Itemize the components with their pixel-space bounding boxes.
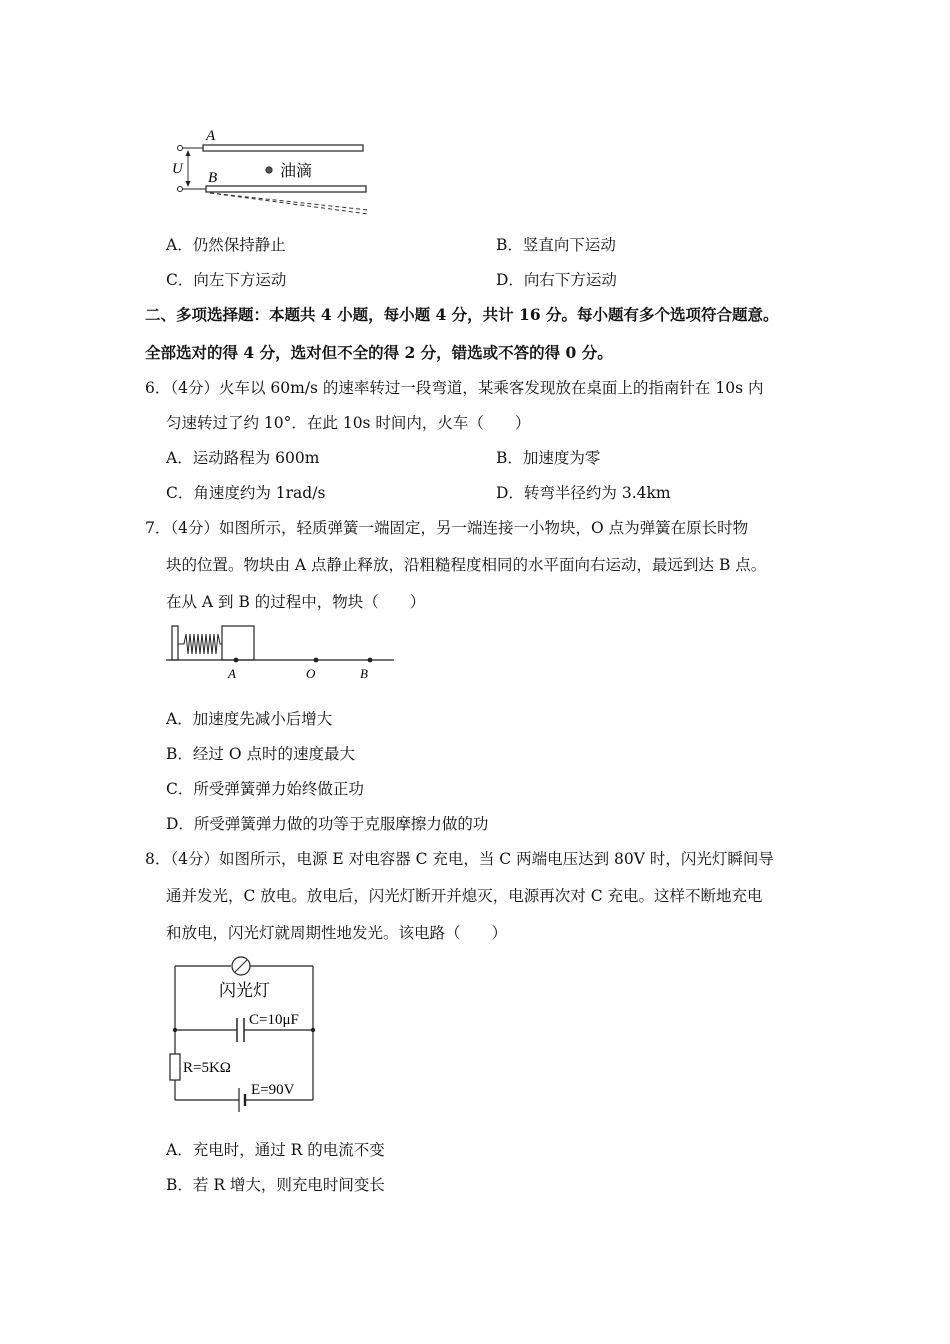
q8-option-a: A．充电时，通过 R 的电流不变: [166, 1141, 385, 1159]
q5-option-c: C．向左下方运动: [166, 271, 287, 289]
label-u: U: [172, 161, 183, 177]
q7-option-a: A．加速度先减小后增大: [166, 710, 333, 728]
capacitor-oil-drop-figure: [160, 120, 380, 220]
q8-stem-line1: 8．（4分）如图所示，电源 E 对电容器 C 充电，当 C 两端电压达到 80V 时，闪光灯瞬间导: [145, 850, 774, 868]
label-a: A: [228, 666, 236, 681]
q6-option-d: D．转弯半径约为 3.4km: [496, 484, 671, 502]
plate-a: [203, 145, 363, 151]
flash-lamp-circuit-figure: [165, 952, 325, 1118]
point-b: [368, 658, 373, 663]
q8-stem-line2: 通并发光，C 放电。放电后，闪光灯断开并熄灭，电源再次对 C 充电。这样不断地充电: [166, 887, 763, 905]
label-o: O: [306, 666, 316, 681]
q7-stem-line3: 在从 A 到 B 的过程中，物块（ ）: [166, 593, 426, 611]
terminal-bottom: [178, 187, 183, 192]
q8-option-b: B．若 R 增大，则充电时间变长: [166, 1176, 385, 1194]
q5-option-d: D．向右下方运动: [496, 271, 617, 289]
label-oil-drop: 油滴: [280, 161, 313, 180]
q6-option-b: B．加速度为零: [496, 449, 601, 467]
spring-block-figure: [160, 618, 400, 684]
q7-stem-line1: 7．（4分）如图所示，轻质弹簧一端固定，另一端连接一小物块，O 点为弹簧在原长时物: [145, 519, 749, 537]
tilted-plate-dashed: [210, 193, 368, 210]
plate-b: [206, 186, 366, 192]
q6-option-c: C．角速度约为 1rad/s: [166, 484, 326, 502]
terminal-top: [178, 146, 183, 151]
section2-heading-line2: 全部选对的得 4 分，选对但不全的得 2 分，错选或不答的得 0 分。: [145, 343, 613, 362]
q7-option-b: B．经过 O 点时的速度最大: [166, 745, 355, 763]
capacitor-label: C=10μF: [249, 1012, 299, 1028]
section2-heading-line1: 二、多项选择题：本题共 4 小题，每小题 4 分，共计 16 分。每小题有多个选项符合题意。: [145, 305, 779, 324]
q6-stem-line2: 匀速转过了约 10°．在此 10s 时间内，火车（ ）: [166, 414, 531, 432]
battery-label: E=90V: [251, 1082, 295, 1098]
resistor: [170, 1054, 180, 1080]
lamp-label: 闪光灯: [219, 981, 270, 1001]
label-b: B: [360, 666, 368, 681]
q6-stem-line1: 6．（4分）火车以 60m/s 的速率转过一段弯道，某乘客发现放在桌面上的指南针在 10s 内: [145, 379, 764, 397]
block: [222, 626, 254, 660]
q5-option-a: A．仍然保持静止: [166, 236, 286, 254]
resistor-label: R=5KΩ: [183, 1060, 231, 1076]
q8-stem-line3: 和放电，闪光灯就周期性地发光。该电路（ ）: [166, 924, 508, 942]
spring: [178, 634, 222, 654]
label-b: B: [208, 170, 218, 186]
q7-option-c: C．所受弹簧弹力始终做正功: [166, 780, 364, 798]
oil-drop-dot: [266, 167, 272, 173]
wall: [172, 626, 178, 660]
q5-option-b: B．竖直向下运动: [496, 236, 616, 254]
q7-option-d: D．所受弹簧弹力做的功等于克服摩擦力做的功: [166, 815, 489, 833]
point-o: [314, 658, 319, 663]
q6-option-a: A．运动路程为 600m: [166, 449, 320, 467]
label-a: A: [206, 128, 216, 144]
q7-stem-line2: 块的位置。物块由 A 点静止释放，沿粗糙程度相同的水平面向右运动，最远到达 B 点。: [166, 556, 767, 574]
point-a: [234, 658, 239, 663]
